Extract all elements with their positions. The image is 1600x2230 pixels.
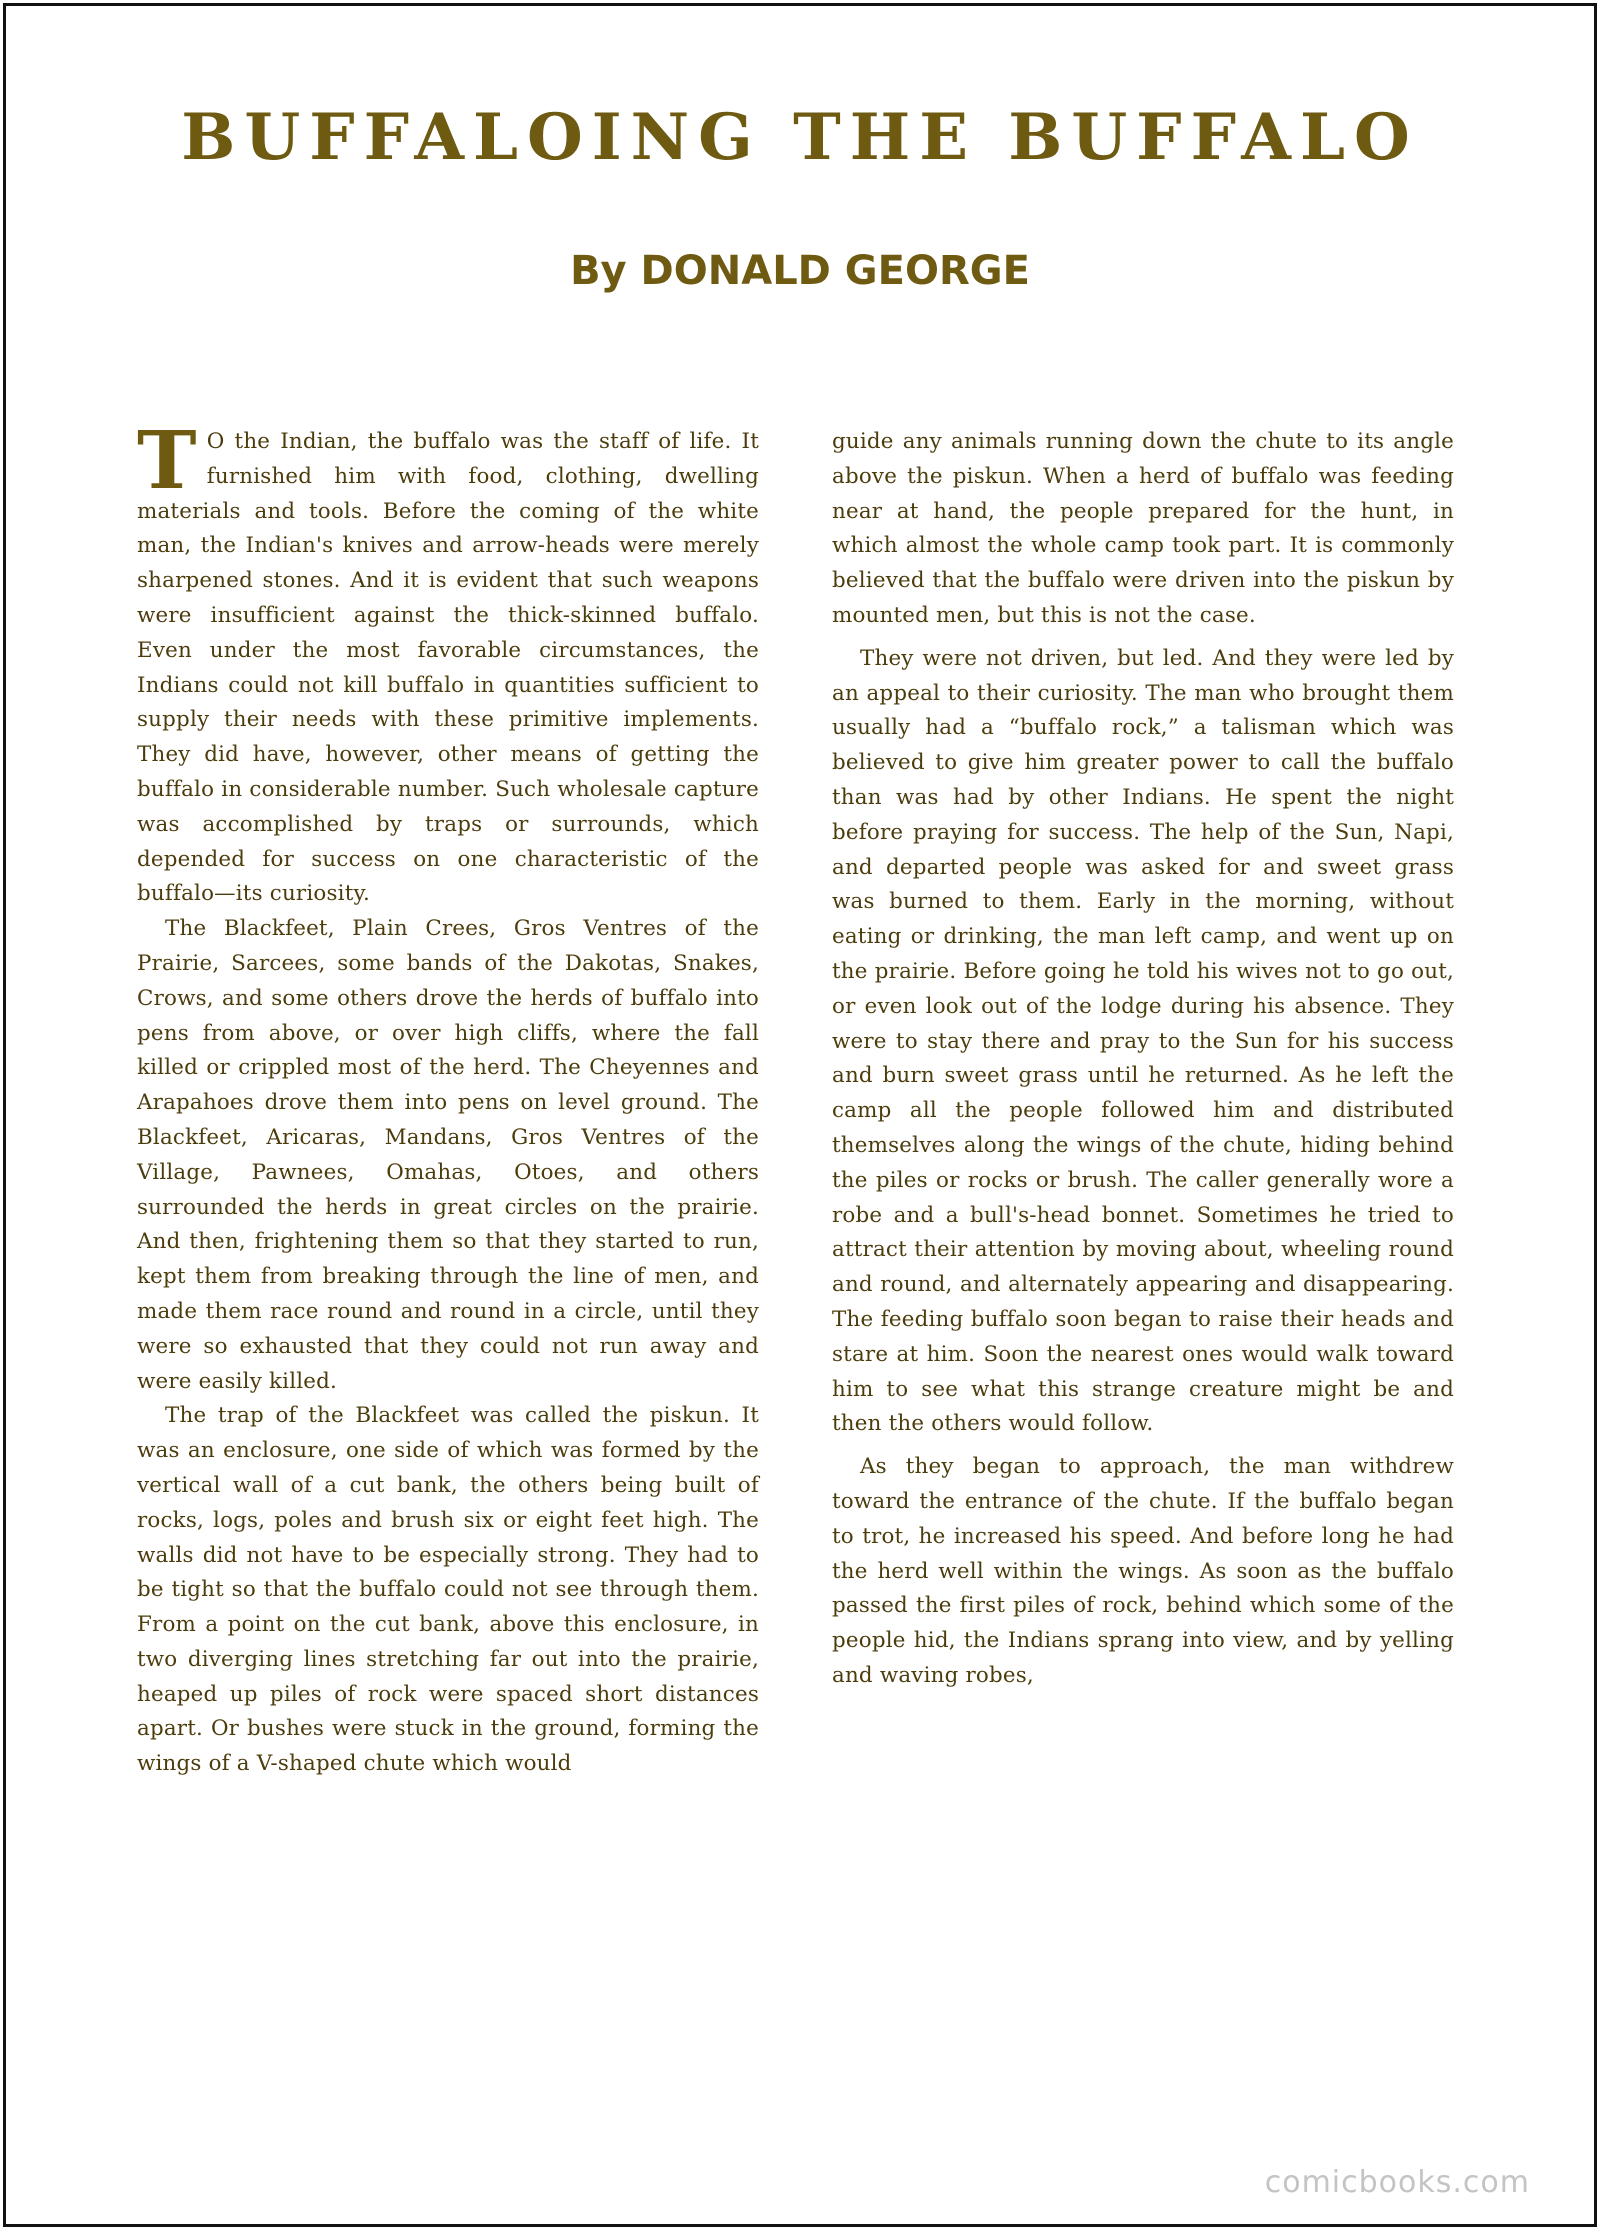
drop-cap: T [137,413,197,507]
paragraph: guide any animals running down the chute to its angle above the piskun. When a herd of buffalo was feeding near at hand, the people prepared for the hunt, in which almost the whole camp took part. It is commonly believed that the buffalo were driven into the piskun by mounted men, but this is not the case. [832,429,1454,628]
left-column [137,413,759,1782]
article-byline: By DONALD GEORGE [570,248,1030,294]
paragraph: The trap of the Blackfeet was called the piskun. It was an enclosure, one side of which was formed by the vertical wall of a cut bank, the others being built of rocks, logs, poles and brush six or eight feet high. The walls did not have to be especially strong. They had to be tight so that the buffalo could not see through them. From a point on the cut bank, above this enclosure, in two diverging lines stretching far out into the prairie, heaped up piles of rock were spaced short distances apart. Or bushes were stuck in the ground, forming the wings of a V-shaped chute which would [137,1403,759,1777]
paragraph: As they began to approach, the man withdrew toward the entrance of the chute. If the buffalo began to trot, he increased his speed. And before long he had the herd well within the wings. As soon as the buffalo passed the first piles of rock, behind which some of the people hid, the Indians sprang into view, and by yelling and waving robes, [832,1454,1454,1688]
paragraph: The Blackfeet, Plain Crees, Gros Ventres of the Prairie, Sarcees, some bands of the Dakotas, Snakes, Crows, and some others drove the herds of buffalo into pens from above, or over high cliffs, where the fall killed or crippled most of the herd. The Cheyennes and Arapahoes drove them into pens on level ground. The Blackfeet, Aricaras, Mandans, Gros Ventres of the Village, Pawnees, Omahas, Otoes, and others surrounded the herds in great circles on the prairie. And then, frightening them so that they started to run, kept them from breaking through the line of men, and made them race round and round in a circle, until they were so exhausted that they could not run away and were easily killed. [137,916,759,1394]
paragraph-text: O the Indian, the buffalo was the staff of life. It furnished him with food, clothing, dwelling materials and tools. Before the coming of the white man, the Indian's knives and arrow-heads were merely sharpened stones. And it is evident that such weapons were insufficient against the thick-skinned buffalo. Even under the most favorable circumstances, the Indians could not kill buffalo in quantities sufficient to supply their needs with these primitive implements. They did have, however, other means of getting the buffalo in considerable number. Such wholesale capture was accomplished by traps or surrounds, which depended for success on one characteristic of the buffalo—its curiosity. [137,429,759,907]
site-watermark: comicbooks.com [1264,2165,1530,2200]
right-column [832,425,1454,1694]
paragraph: They were not driven, but led. And they were led by an appeal to their curiosity. The man who brought them usually had a “buffalo rock,” a talisman which was believed to give him greater power to call the buffalo than was had by other Indians. He spent the night before praying for success. The help of the Sun, Napi, and departed people was asked for and sweet grass was burned to them. Early in the morning, without eating or drinking, the man left camp, and went up on the prairie. Before going he told his wives not to go out, or even look out of the lodge during his absence. They were to stay there and pray to the Sun for his success and burn sweet grass until he returned. As he left the camp all the people followed him and distributed themselves along the wings of the chute, hiding behind the piles or rocks or brush. The caller generally wore a robe and a bull's-head bonnet. Sometimes he tried to attract their attention by moving about, wheeling round and round, and alternately appearing and disappearing. The feeding buffalo soon began to raise their heads and stare at him. Soon the nearest ones would walk toward him to see what this strange creature might be and then the others would follow. [832,645,1454,1437]
article-title: BUFFALOING THE BUFFALO [181,100,1419,175]
paragraph [137,413,759,912]
